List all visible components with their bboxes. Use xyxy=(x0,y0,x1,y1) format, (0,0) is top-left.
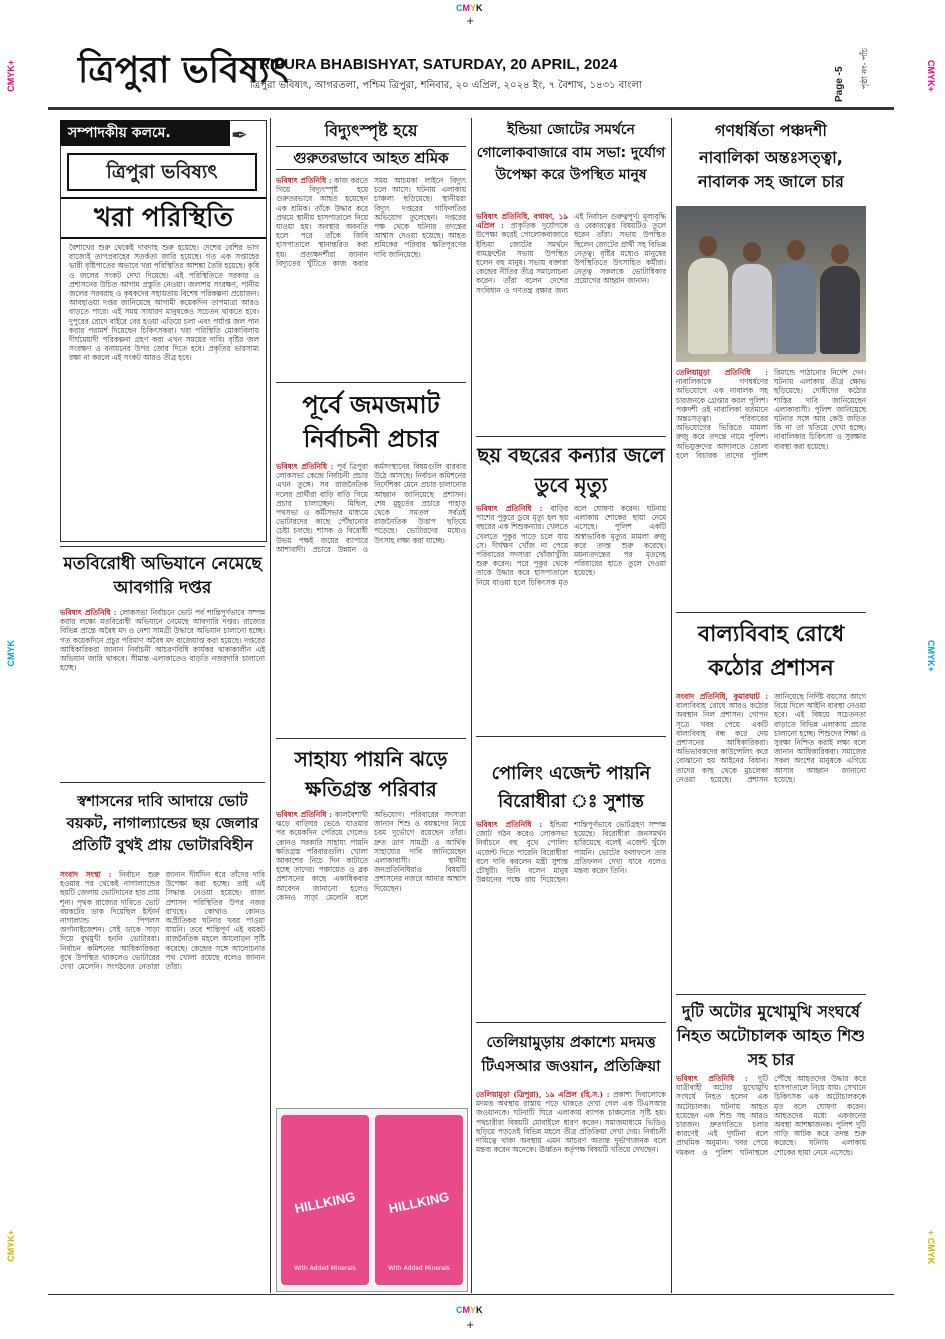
col3-rule-2 xyxy=(476,736,666,737)
story6-kicker: ইন্ডিয়া জোটের সমর্থনে xyxy=(507,122,635,138)
bottom-rule xyxy=(48,1294,894,1295)
registration-right-top: CMYK+ xyxy=(926,60,936,92)
col-separator-3 xyxy=(671,118,672,1293)
ad-brand-left: HILLKING xyxy=(293,1188,357,1217)
story3-kicker: বিদ্যুৎস্পৃষ্ট হয়ে xyxy=(324,121,418,140)
story12-body xyxy=(676,1074,866,1290)
story5-headline: সাহায্য পায়নি ঝড়ে ক্ষতিগ্রস্ত পরিবার xyxy=(294,747,448,801)
story3-headline: গুরুতরভাবে আহত শ্রমিক xyxy=(276,146,466,170)
story2-headline: স্বশাসনের দাবি আদায়ে ভোট বয়কট, নাগাল্যান্ডের ছয় জেলার প্রতিটি বুথই প্রায় ভোটারবিহীন xyxy=(66,792,259,854)
story6-headline: গোলোকবাজারে বাম সভা: দুর্যোগ উপেক্ষা করে উপস্থিত মানুষ xyxy=(476,145,666,183)
col3-rule-3 xyxy=(476,1022,666,1023)
registration-cross-bottom: + xyxy=(466,1320,475,1331)
story6-dateline: ভবিষ্যৎ প্রতিনিধি, বগাফা, ১৯ এপ্রিল : xyxy=(476,212,568,231)
story1-dateline: ভবিষ্যৎ প্রতিনিধি : xyxy=(60,608,117,617)
story10-body xyxy=(676,368,866,608)
story11-text: বাল্যবিবাহ রোধে আরও কঠোর অবস্থান নিল প্রশাসন। গোপন সূত্রে খবর পেয়ে একটি বাল্যবিবাহ বন্ধ করে দেয় প্রশাসনের আধিকারিকরা। অভিভাবকদের কাউন্সেলিং করে বোঝানো হয় আইনের বিধান। তাদের কাছ থেকে মুচলেকা নেওয়া হয়েছে। প্রশাসন জানিয়েছে নির্দিষ্ট বয়সের আগে বিয়ে দিলে আইনি ব্যবস্থা নেওয়া হবে। এই বিষয়ে সচেতনতা বাড়াতে বিভিন্ন এলাকায় প্রচার চালানো হচ্ছে। শিশুদের শিক্ষা ও সুরক্ষা নিশ্চিত করাই লক্ষ্য বলে জানান আধিকারিকরা। সমাজের সকল অংশের মানুষকে এগিয়ে আসার আহ্বান জানানো হয়েছে। xyxy=(676,692,866,784)
page-number-en: Page -5 xyxy=(834,66,845,102)
story1-text: লোকসভা নির্বাচনে ভোট পর্ব শান্তিপূর্ণভাবে সম্পন্ন করার লক্ষ্যে মতবিরোধী অভিযানে নেমেছে আবগারি দপ্তর। রাজ্যের বিভিন্ন প্রান্তে অবৈধ মদ ও নেশা সামগ্রী উদ্ধারে অভিযান চালানো হচ্ছে। গত কয়েকদিনে প্রচুর পরিমাণ অবৈধ মদ বাজেয়াপ্ত করা হয়েছে। দপ্তরের আধিকারিকরা জানান নির্বাচনী আচরণবিধি কার্যকর থাকাকালীন এই অভিযান জারি থাকবে। সীমান্ত এলাকাতেও বাড়তি নজরদারি চালানো হচ্ছে। xyxy=(60,608,265,673)
story1-headline: মতবিরোধী অভিযানে নেমেছে আবগারি দপ্তর xyxy=(63,554,262,598)
col1-rule-1 xyxy=(60,546,265,547)
story3-dateline: ভবিষ্যৎ প্রতিনিধি : xyxy=(276,176,332,185)
story9-dateline: তেলিয়ামুড়া (ত্রিপুরা), ১৯ এপ্রিল (হি.স.) : xyxy=(476,1090,610,1099)
story11-dateline: সংবাদ প্রতিনিধি, কুমারঘাট : xyxy=(676,692,768,701)
registration-left-bot: CMYK+ xyxy=(6,1230,16,1262)
story5-dateline: ভবিষ্যৎ প্রতিনিধি : xyxy=(276,810,333,819)
story4-headline: পূর্বে জমজমাট নির্বাচনী প্রচার xyxy=(302,391,440,453)
ad-brand-right: HILLKING xyxy=(387,1188,451,1217)
ad-panel-right xyxy=(375,1115,463,1285)
registration-right-bot: + CMYK xyxy=(926,1230,936,1265)
story2-text: নির্বাচন শুরু হওয়ার পর থেকেই নাগাল্যান্ডের ছয়টি জেলায় ভোটদানের হার প্রায় শূন্য। পৃথক রাজ্যের দাবিতে ভোট বয়কটের ডাক দিয়েছিল ইস্টার্ন নাগাল্যান্ড পিপলস অর্গানাইজেশন। সেই ডাকে সাড়া দিয়ে বুথমুখী হননি ভোটাররা। নির্বাচন কমিশনের আধিকারিকরা বুথে উপস্থিত থাকলেও ভোটারের দেখা মেলেনি। সংগঠনের নেতারা জানান দীর্ঘদিন ধরে তাঁদের দাবি উপেক্ষা করা হচ্ছে। তাই এই সিদ্ধান্ত নেওয়া হয়েছে। রাজ্য প্রশাসন পরিস্থিতির উপর নজর রাখছে। কোথাও কোনও অপ্রীতিকর ঘটনার খবর পাওয়া যায়নি। তবে শান্তিপূর্ণ এই বয়কট রাজনৈতিক মহলে আলোড়ন সৃষ্টি করেছে। কেন্দ্রের সঙ্গে আলোচনার পথ খোলা রয়েছে বলেও জানান তাঁরা। xyxy=(60,870,265,972)
story10-text: নাবালিকাকে গণধর্ষণের অভিযোগে এক নাবালক সহ চারজনকে গ্রেপ্তার করল পুলিশ। পঞ্চদশী ওই নাবালিকা বর্তমানে অন্তঃসত্ত্বা। পরিবারের অভিযোগের ভিত্তিতে মামলা রুজু করে তদন্তে নামে পুলিশ। অভিযুক্তদের আদালতে তোলা হলে বিচারক তাদের পুলিশ রিমান্ডে পাঠানোর নির্দেশ দেন। ঘটনায় এলাকায় তীব্র ক্ষোভ ছড়িয়েছে। দোষীদের কঠোর শাস্তির দাবি জানিয়েছেন এলাকাবাসী। পুলিশ জানিয়েছে ঘটনার সঙ্গে আর কেউ জড়িত কি না তা খতিয়ে দেখা হচ্ছে। নাবালিকার চিকিৎসা ও সুরক্ষার ব্যবস্থা করা হয়েছে। xyxy=(676,368,866,460)
story1-body xyxy=(60,608,265,776)
story12-dateline: ভবিষ্যৎ প্রতিনিধি : xyxy=(676,1074,748,1083)
person-2 xyxy=(732,264,772,354)
story3-text: কাজ করতে গিয়ে বিদ্যুৎস্পৃষ্ট হয়ে গুরুতরভাবে আহত হয়েছেন এক শ্রমিক। তাঁকে উদ্ধার করে প্রথমে স্থানীয় হাসপাতালে নিয়ে যাওয়া হয়। অবস্থার অবনতি হলে পরে তাঁকে জিবি হাসপাতালে স্থানান্তরিত করা হয়। প্রত্যক্ষদর্শীরা জানান বিদ্যুতের খুঁটিতে কাজ করার সময় আচমকা লাইনে বিদ্যুৎ চলে আসে। ঘটনায় এলাকায় চাঞ্চল্য ছড়িয়েছে। স্থানীয়রা বিদ্যুৎ দপ্তরের গাফিলতির অভিযোগ তুলেছেন। দপ্তরের পক্ষ থেকে ঘটনার তদন্তের আশ্বাস দেওয়া হয়েছে। আহত শ্রমিকের পরিবার ক্ষতিপূরণের দাবি জানিয়েছে। xyxy=(276,176,466,268)
col-separator-2 xyxy=(471,118,472,1293)
story10-caption: তেলিয়ামুড়া প্রতিনিধি : xyxy=(676,368,768,377)
person-4 xyxy=(820,266,860,354)
masthead-rule xyxy=(48,107,894,110)
story6-body xyxy=(476,212,666,440)
story4-text: পূর্ব ত্রিপুরা লোকসভা কেন্দ্রে নির্বাচনী প্রচার এখন তুঙ্গে। সব রাজনৈতিক দলের প্রার্থীরা বাড়ি বাড়ি গিয়ে প্রচার চালাচ্ছেন। মিছিল, পথসভা ও কর্মীসভার মাধ্যমে ভোটারদের কাছে পৌঁছানোর চেষ্টা চলছে। শাসক ও বিরোধী উভয় পক্ষই জয়ের ব্যাপারে আশাবাদী। প্রচারে উন্নয়ন ও কর্মসংস্থানের বিষয়গুলি বারবার উঠে আসছে। নির্বাচন কমিশনের নির্দেশিকা মেনে প্রচার চালানোর আহ্বান জানিয়েছে প্রশাসন। শেষ মুহূর্তের প্রচারে পাহাড় থেকে সমতল সর্বত্রই রাজনৈতিক উত্তাপ ছড়িয়ে পড়েছে। ভোটারদের মধ্যেও উৎসাহ লক্ষ্য করা যাচ্ছে। xyxy=(276,462,466,554)
col1-rule-2 xyxy=(60,782,265,783)
editorial-body: বৈশাখের শুরু থেকেই দাবদাহ শুরু হয়েছে। দেশের বেশির ভাগ রাজ্যেই তাপপ্রবাহের সতর্কতা জারি হয়েছে। গত এক সপ্তাহের ভারী বৃষ্টিপাতের অভাবে খরা পরিস্থিতির আশঙ্কা তৈরি হয়েছে। কৃষি ও জলের সংকট দেখা দিয়েছে। এই পরিস্থিতিতে সরকার ও প্রশাসনের উচিত আগাম প্রস্তুতি নেওয়া। জলাশয় সংরক্ষণ, পানীয় জলের সরবরাহ ও কৃষকদের সহায়তায় বিশেষ পরিকল্পনা প্রয়োজন। আবহাওয়া দপ্তর জানিয়েছে আগামী কয়েকদিন তাপমাত্রা আরও বাড়তে পারে। এই সময় সাধারণ মানুষকেও সচেতন থাকতে হবে। দুপুরের রোদে বাইরে বের হওয়া এড়িয়ে চলা এবং পর্যাপ্ত জল পান করার পরামর্শ দিয়েছেন চিকিৎসকরা। খরা পরিস্থিতি মোকাবিলায় দীর্ঘমেয়াদী পরিকল্পনা গ্রহণ করা এখন সময়ের দাবি। বৃষ্টির জল সংরক্ষণ ও বনায়নের উপর জোর দিতে হবে। প্রকৃতির ভারসাম্য রক্ষা না করলে এই সংকট আরও তীব্র হবে। xyxy=(69,243,259,363)
story8-body xyxy=(476,820,666,1020)
story4-dateline: ভবিষ্যৎ প্রতিনিধি : xyxy=(276,462,334,471)
story11-headline: বাল্যবিবাহ রোধে কঠোর প্রশাসন xyxy=(697,622,845,681)
registration-right-mid: CMYK+ xyxy=(926,640,936,672)
story7-dateline: ভবিষ্যৎ প্রতিনিধি : xyxy=(476,504,543,513)
story7-headline: ছয় বছরের কন্যার জলে ডুবে মৃত্যু xyxy=(477,443,665,497)
story6-text: প্রাকৃতিক দুর্যোগকে উপেক্ষা করেই গোলোকবাজারে ইন্ডিয়া জোটের সমর্থনে বামফ্রন্টের সভায় উপস্থিত হলেন বহু মানুষ। সভায় বক্তারা কেন্দ্রের নীতির তীব্র সমালোচনা করেন। তাঁরা বলেন দেশের সংবিধান ও গণতন্ত্র রক্ষার জন্য এই নির্বাচন গুরুত্বপূর্ণ। মূল্যবৃদ্ধি ও বেকারত্বের বিষয়টিও তুলে ধরেন তাঁরা। সভায় উপস্থিত ছিলেন জোটের প্রার্থী সহ বিভিন্ন নেতৃত্ব। বৃষ্টির মধ্যেও মানুষের উপস্থিতিতে উৎসাহিত কর্মীরা। নেতৃত্ব সকলকে ভোটাধিকার প্রয়োগের আহ্বান জানান। xyxy=(476,212,666,295)
story7-text: বাড়ির পাশের পুকুরে ডুবে মৃত্যু হল ছয় বছরের এক শিশুকন্যার। খেলতে খেলতে পুকুর পাড়ে চলে যায় সে। দীর্ঘক্ষণ খোঁজ না পেয়ে পরিবারের সদস্যরা খোঁজাখুঁজি শুরু করেন। পরে পুকুর থেকে তাকে উদ্ধার করে হাসপাতালে নিয়ে যাওয়া হলে চিকিৎসক মৃত বলে ঘোষণা করেন। ঘটনায় এলাকায় শোকের ছায়া নেমে এসেছে। পুলিশ একটি অস্বাভাবিক মৃত্যুর মামলা রুজু করে তদন্ত শুরু করেছে। ময়নাতদন্তের পর মৃতদেহ পরিবারের হাতে তুলে দেওয়া হয়েছে। xyxy=(476,504,666,587)
col4-rule-1 xyxy=(676,612,866,613)
story9-text: প্রকাশ্য দিবালোকে মদমত্ত অবস্থায় রাস্তায় পড়ে থাকতে দেখা গেল এক টিএসআর জওয়ানকে। ঘটনাটি ঘিরে এলাকায় ব্যাপক চাঞ্চল্যের সৃষ্টি হয়। পথচারীরা বিষয়টি মোবাইলে ধারণ করেন। সমাজমাধ্যমে ভিডিও ছড়িয়ে পড়তেই বিভিন্ন মহলে তীব্র প্রতিক্রিয়া দেখা দেয়। নির্বাচনী দায়িত্বে থাকা অবস্থায় এমন আচরণ অত্যন্ত দুর্ভাগ্যজনক বলে মন্তব্য করেন অনেকে। ঊর্ধ্বতন কর্তৃপক্ষ বিষয়টি খতিয়ে দেখছেন। xyxy=(476,1090,666,1155)
col-separator-1 xyxy=(270,118,271,1293)
registration-top: CMYK xyxy=(456,3,483,13)
registration-bottom: CMYK xyxy=(456,1305,483,1315)
ad-tag-right: With Added Minerals xyxy=(388,1265,450,1272)
masthead-english-dateline: TRIPURA BHABISHYAT, SATURDAY, 20 APRIL, 2024 xyxy=(250,56,618,73)
story10-photo xyxy=(676,206,866,362)
story8-dateline: ভবিষ্যৎ প্রতিনিধি : xyxy=(476,820,543,829)
page-number-bn: পৃষ্ঠা নং- পাঁচ xyxy=(860,48,869,90)
story12-headline: দুটি অটোর মুখোমুখি সংঘর্ষে নিহত অটোচালক আহত শিশু সহ চার xyxy=(676,1002,866,1069)
story2-dateline: সংবাদ সংস্থা : xyxy=(60,870,112,879)
story9-body xyxy=(476,1090,666,1290)
col2-rule-2 xyxy=(276,738,466,739)
story9-headline: তেলিয়ামুড়ায় প্রকাশ্যে মদমত্ত টিএসআর জওয়ান, প্রতিক্রিয়া xyxy=(481,1033,661,1075)
quill-icon: ✒ xyxy=(231,123,248,147)
editorial-headline: খরা পরিস্থিতি xyxy=(61,197,266,239)
editorial-banner-text: সম্পাদকীয় কলমে. xyxy=(68,125,171,141)
ad-panel-left xyxy=(281,1115,369,1285)
story8-text: ইন্ডিয়া জোট গঠন করেও লোকসভা নির্বাচনে বহু বুথে পোলিং এজেন্ট দিতে পারেনি বিরোধীরা বলে দাবি করলেন মন্ত্রী সুশান্ত চৌধুরী। তিনি বলেন মানুষ উন্নয়নের পক্ষে রায় দিয়েছেন। শান্তিপূর্ণভাবে ভোটগ্রহণ সম্পন্ন হয়েছে। বিরোধীরা জনসমর্থন হারিয়েছে বলেই এজেন্ট খুঁজে পায়নি। ভোটের ফলাফলে তার প্রতিফলন দেখা যাবে বলেও মন্তব্য করেন তিনি। xyxy=(476,820,666,885)
story5-body xyxy=(276,810,466,1100)
advertisement[interactable] xyxy=(276,1108,468,1292)
editorial-box xyxy=(60,120,267,542)
story5-text: কালবৈশাখী ঝড়ে বাড়িঘর ভেঙে যাওয়ার পর কয়েকদিন পেরিয়ে গেলেও কোনও সরকারি সাহায্য পায়নি ক্ষতিগ্রস্ত পরিবারগুলি। খোলা আকাশের নিচে দিন কাটাতে হচ্ছে তাদের। পঞ্চায়েত ও ব্লক প্রশাসনের কাছে একাধিকবার আবেদন জানানো হলেও কোনও সাড়া মেলেনি বলে অভিযোগ। পরিবারের সদস্যরা জানান শিশু ও বয়স্কদের নিয়ে চরম দুর্ভোগে রয়েছেন তাঁরা। দ্রুত ত্রাণ সামগ্রী ও আর্থিক সাহায্যের দাবি জানিয়েছেন এলাকাবাসী। স্থানীয় জনপ্রতিনিধিরাও বিষয়টি প্রশাসনের নজরে আনার আশ্বাস দিয়েছেন। xyxy=(276,810,466,902)
story2-body xyxy=(60,870,265,1290)
registration-cross-top: + xyxy=(466,16,475,27)
masthead-title: ত্রিপুরা ভবিষ্যৎ xyxy=(78,49,289,91)
story10-kicker: গণধর্ষিতা পঞ্চদশী xyxy=(714,121,828,140)
story3-body xyxy=(276,176,466,376)
col4-rule-2 xyxy=(676,994,866,995)
story11-body xyxy=(676,692,866,988)
editorial-paper-name xyxy=(67,153,257,191)
registration-left-mid: CMYK xyxy=(6,640,16,667)
person-3 xyxy=(776,262,816,354)
story10-headline: নাবালিকা অন্তঃসত্ত্বা, নাবালক সহ জালে চার xyxy=(698,148,844,191)
story7-body xyxy=(476,504,666,732)
col2-rule-1 xyxy=(276,382,466,383)
person-1 xyxy=(688,258,728,354)
col3-rule-1 xyxy=(476,436,666,437)
masthead-bengali-dateline: ত্রিপুরা ভবিষ্যৎ, আগরতলা, পশ্চিম ত্রিপুরা, শনিবার, ২০ এপ্রিল, ২০২৪ ইং, ৭ বৈশাখ, ১৪৩১ বাংলা xyxy=(250,80,642,91)
registration-left-top: CMYK+ xyxy=(6,60,16,92)
editorial-banner xyxy=(60,120,230,146)
story8-headline: পোলিং এজেন্ট পায়নি বিরোধীরা ঃ সুশান্ত xyxy=(491,763,651,812)
editorial-paper-text: ত্রিপুরা ভবিষ্যৎ xyxy=(106,161,218,183)
story12-text: দুটি যাত্রীবাহী অটোর মুখোমুখি সংঘর্ষে নিহত হলেন এক অটোচালক। ঘটনায় আহত হয়েছেন এক শিশু সহ আরও চারজন। দ্রুতগতিতে চলার কারণেই এই দুর্ঘটনা বলে প্রাথমিক অনুমান। খবর পেয়ে দমকল ও পুলিশ ঘটনাস্থলে পৌঁছে আহতদের উদ্ধার করে হাসপাতালে নিয়ে যায়। সেখানে চিকিৎসক এক অটোচালককে মৃত বলে ঘোষণা করেন। আহতদের মধ্যে একজনের অবস্থা আশঙ্কাজনক। পুলিশ দুটি গাড়ি আটক করে তদন্ত শুরু করেছে। ঘটনায় এলাকায় শোকের ছায়া নেমে এসেছে। xyxy=(676,1074,866,1157)
story4-body xyxy=(276,462,466,732)
ad-tag-left: With Added Minerals xyxy=(294,1265,356,1272)
